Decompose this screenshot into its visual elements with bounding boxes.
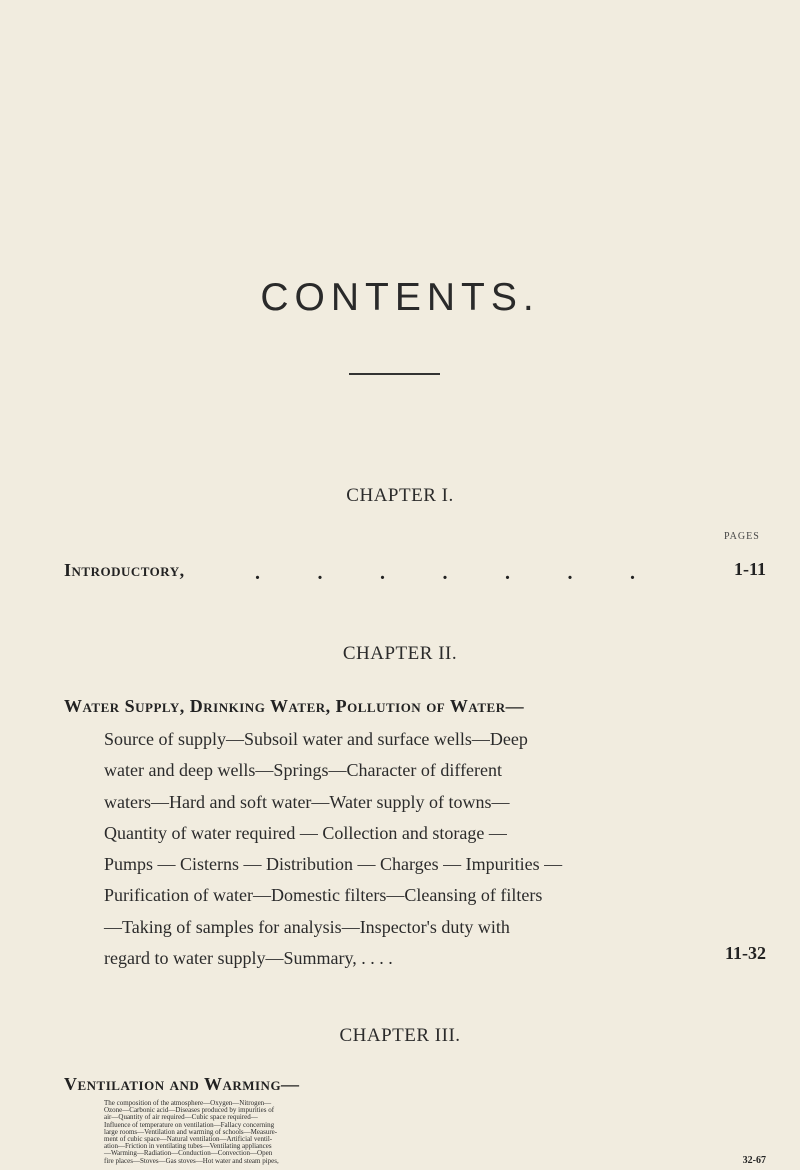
chapter-2-pages: 11-32	[724, 943, 766, 963]
chapter-3-summary	[104, 1100, 664, 1165]
pages-column-header: PAGES	[724, 531, 760, 542]
summary-line: air—Quantity of air required—Cubic space required—	[104, 1113, 258, 1122]
chapter-3-pages: 32-67	[742, 1155, 766, 1166]
chapter-2-summary	[104, 724, 664, 974]
summary-line: ation—Friction in ventilating tubes—Ventilating appliances	[104, 1142, 272, 1151]
dot-leader: . . . . . . .	[255, 562, 635, 584]
summary-line: large rooms—Ventilation and warming of schools—Measure-	[104, 1127, 278, 1136]
summary-line: fire places—Stoves—Gas stoves—Hot water and steam pipes,	[104, 1156, 279, 1165]
summary-line: Source of supply—Subsoil water and surface wells—Deep	[104, 729, 528, 749]
summary-line: Purification of water—Domestic filters—Cleansing of filters	[104, 885, 543, 906]
chapter-3-entry-title: Ventilation and Warming—	[64, 1074, 300, 1094]
summary-line: —Taking of samples for analysis—Inspector's duty with	[104, 916, 510, 937]
summary-line: Quantity of water required — Collection and storage —	[104, 822, 507, 843]
summary-line: Ozone—Carbonic acid—Diseases produced by impurities of	[104, 1106, 275, 1115]
title-divider	[349, 373, 440, 375]
summary-line: waters—Hard and soft water—Water supply of towns—	[104, 791, 510, 812]
chapter-1-pages: 1-11	[733, 559, 766, 579]
chapter-1-heading: CHAPTER I.	[346, 485, 454, 506]
chapter-3-heading: CHAPTER III.	[339, 1025, 461, 1046]
chapter-2-heading: CHAPTER II.	[342, 643, 458, 664]
page-title: CONTENTS.	[260, 276, 540, 319]
summary-line: The composition of the atmosphere—Oxygen—Nitrogen—	[104, 1099, 272, 1107]
chapter-1-entry-title: Introductory,	[64, 560, 185, 580]
summary-line: regard to water supply—Summary, . . . .	[104, 948, 393, 969]
summary-line: water and deep wells—Springs—Character of different	[104, 760, 503, 781]
summary-line: ment of cubic space—Natural ventilation—Artificial ventil-	[104, 1135, 273, 1144]
summary-line: —Warming—Radiation—Conduction—Convection—Open	[104, 1149, 273, 1158]
summary-line: Influence of temperature on ventilation—Fallacy concerning	[104, 1120, 275, 1129]
summary-line: Pumps — Cisterns — Distribution — Charges — Impurities —	[104, 854, 563, 875]
chapter-2-entry-title: Water Supply, Drinking Water, Pollution of Water—	[64, 696, 525, 716]
